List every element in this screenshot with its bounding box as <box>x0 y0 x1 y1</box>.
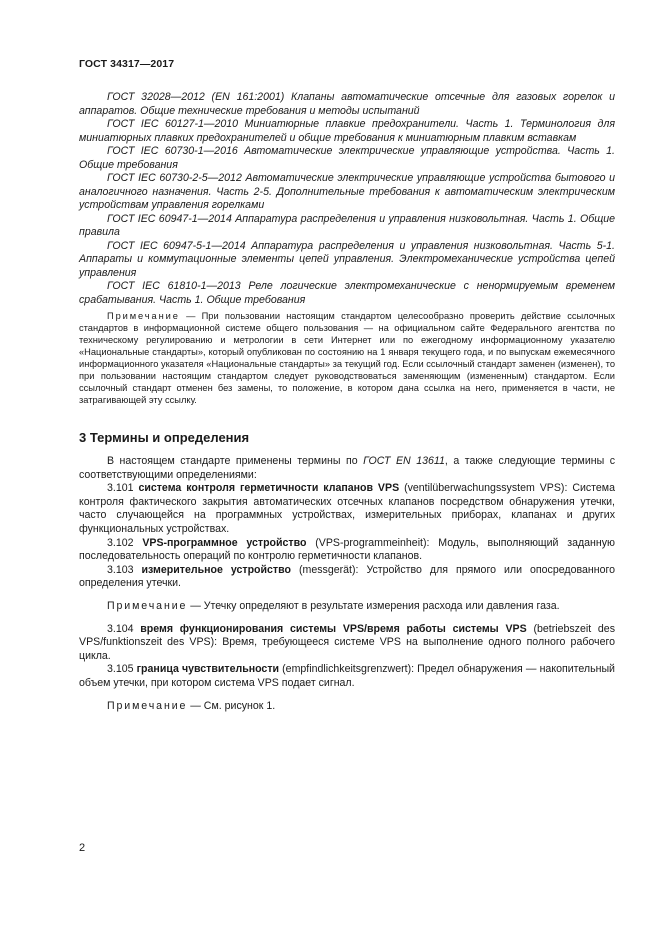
term-definition: (betriebszeit des VPS/funktionszeit des VPS): Время, требующееся системе VPS на выполнение одного полного рабочего цикла. <box>79 622 616 662</box>
term-name: измерительное устройство <box>141 563 291 576</box>
term-number: 3.102 <box>107 536 143 549</box>
reference-item: ГОСТ IEC 60730-1—2016 Автоматические электрические управляющие устройства. Часть 1. Общие требования <box>79 145 615 171</box>
note-lead: Примечание <box>107 599 188 612</box>
section-title: 3 Термины и определения <box>79 430 250 445</box>
note-lead: Примечание <box>107 311 180 321</box>
reference-item: ГОСТ 32028—2012 (EN 161:2001) Клапаны автоматические отсечные для газовых горелок и аппаратов. Общие технические требования и методы испытаний <box>79 91 615 117</box>
term-definition: (messgerät): Устройство для прямого или опосредованного определения утечки. <box>79 563 615 590</box>
figure-note <box>79 700 615 714</box>
reference-item: ГОСТ IEC 60947-1—2014 Аппаратура распределения и управления низковольтная. Часть 1. Общие правила <box>79 212 615 238</box>
term-3-105 <box>79 663 615 690</box>
note-text: — Утечку определяют в результате измерения расхода или давления газа. <box>187 599 560 612</box>
term-name: система контроля герметичности клапанов VPS <box>138 482 400 495</box>
term-number: 3.101 <box>107 482 139 495</box>
term-3-104 <box>79 623 615 664</box>
normative-references-list <box>79 91 615 307</box>
note-lead: Примечание <box>107 699 188 712</box>
document-header: ГОСТ 34317—2017 <box>79 58 175 70</box>
term-name: VPS-программное устройство <box>142 536 307 549</box>
reference-item: ГОСТ IEC 61810-1—2013 Реле логические электромеханические с ненормируемым временем срабатывания. Часть 1. Общие требования <box>79 280 615 306</box>
page-number: 2 <box>79 842 86 854</box>
intro-text: В настоящем стандарте применены термины по <box>107 455 364 467</box>
intro-reference: ГОСТ EN 13611 <box>363 455 445 467</box>
note-text: — При пользовании настоящим стандартом целесообразно проверить действие ссылочных стандартов в информационной системе общего пользования — на официальном сайте Федерального агентства по техническому регулированию и метрологии в сети Интернет или по ежегодному информационному указателю «Национальные стандарты», который опубликован по состоянию на 1 января текущего года, и по выпускам ежемесячного информационного указателя «Национальные стандарты» за текущий год. Если ссылочный стандарт заменен (изменен), то при пользовании настоящим стандартом следует руководствоваться заменяющим (измененным) стандартом. Если ссылочный стандарт отменен без замены, то положение, в котором дана ссылка на него, применяется в части, не затрагивающей эту ссылку. <box>79 311 615 405</box>
note-text: — См. рисунок 1. <box>187 699 276 712</box>
reference-item: ГОСТ IEC 60730-2-5—2012 Автоматические электрические управляющие устройства бытового и аналогичного назначения. Часть 2-5. Дополнительные требования к автоматическим электрическим устройствам управления горелками <box>79 172 615 211</box>
reference-item: ГОСТ IEC 60947-5-1—2014 Аппаратура распределения и управления низковольтная. Часть 5-1. Аппараты и коммутационные элементы цепей управления. Электромеханические устройства цепей управления <box>79 239 615 279</box>
term-definition: (ventilüberwachungssystem VPS): Система контроля фактического закрытия автоматических отсечных клапанов посредством обнаружения утечки, часто случающейся на программных устройствах, измерительных приборах, клапанах и других функциональных устройствах. <box>79 482 615 535</box>
reference-item: ГОСТ IEC 60127-1—2010 Миниатюрные плавкие предохранители. Часть 1. Терминология для миниатюрных плавких предохранителей и общие требования к миниатюрным плавким вставкам <box>79 118 615 144</box>
term-3-101 <box>79 482 615 536</box>
term-3-103 <box>79 564 615 591</box>
term-name: граница чувствительности <box>136 663 280 676</box>
terms-section <box>79 455 615 713</box>
term-definition: (empfindlichkeitsgrenzwert): Предел обнаружения — накопительный объем утечки, при котором система VPS подает сигнал. <box>79 663 615 689</box>
intro-paragraph <box>79 455 615 482</box>
leak-note <box>79 600 615 614</box>
term-number: 3.104 <box>107 622 141 635</box>
term-definition: (VPS-programmeinheit): Модуль, выполняющий заданную последовательность операций по контролю герметичности клапанов. <box>79 536 615 563</box>
term-name: время функционирования системы VPS/время работы системы VPS <box>140 622 527 635</box>
term-number: 3.103 <box>107 563 142 576</box>
term-3-102 <box>79 537 615 564</box>
intro-text-end: , а также следующие термины с соответствующими определениями: <box>79 455 616 481</box>
references-note <box>79 310 615 406</box>
term-number: 3.105 <box>107 663 137 676</box>
